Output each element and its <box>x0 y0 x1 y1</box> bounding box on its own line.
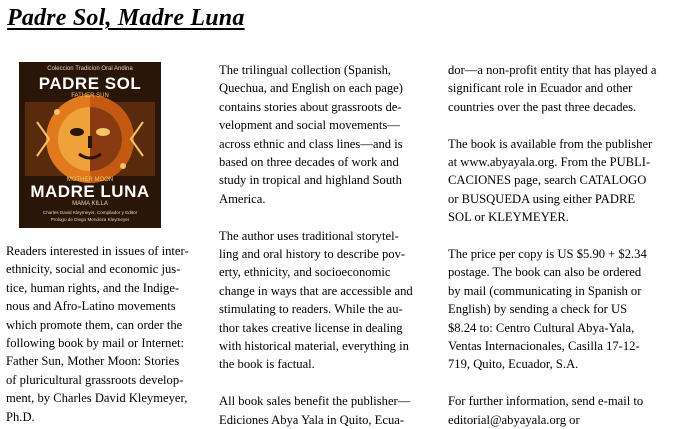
cover-credit-editor: Charles David Kleymeyer, Compilador y Editor <box>42 210 138 215</box>
text-line: English) by sending a check for US <box>448 302 628 317</box>
text-line: Quechua, and English on each page) <box>219 81 403 96</box>
text-line: Ediciones Abya Yala in Quito, Ecua- <box>219 412 405 427</box>
text-line: SOL or KLEYMEYER. <box>448 210 569 225</box>
text-line: $8.24 to: Centro Cultural Abya-Yala, <box>448 320 635 335</box>
text-line: across ethnic and class lines—and is <box>219 136 403 151</box>
availability-paragraph <box>448 135 684 227</box>
text-line: dor—a non-profit entity that has played a <box>448 63 657 77</box>
text-line: Father Sun, Mother Moon: Stories <box>6 354 180 369</box>
text-line: postage. The book can also be ordered <box>448 265 642 280</box>
text-line: countries over the past three decades. <box>448 99 637 114</box>
author-paragraph <box>219 227 439 374</box>
cover-title-top: PADRE SOL <box>38 74 142 93</box>
text-line: The price per copy is US $5.90 + $2.34 <box>448 247 647 262</box>
text-line: America. <box>219 191 266 206</box>
contact-paragraph <box>448 392 684 429</box>
text-line: ment, by Charles David Kleymeyer, <box>6 391 188 406</box>
text-line: CACIONES page, search CATALOGO <box>448 173 647 188</box>
text-line: by mail (communicating in Spanish or <box>448 283 642 298</box>
text-line: ethnicity, social and economic jus- <box>6 262 181 277</box>
page-title: Padre Sol, Madre Luna <box>7 5 245 31</box>
text-line: The book is available from the publisher <box>448 136 653 151</box>
cover-title-bottom: MADRE LUNA <box>30 182 150 201</box>
cover-series: Coleccion Tradicion Oral Andina <box>47 66 133 72</box>
book-cover-image <box>19 62 161 228</box>
text-line: thor takes creative license in dealing <box>219 320 403 335</box>
text-line: or BUSQUEDA using either PADRE <box>448 191 636 206</box>
text-line: study in tropical and highland South <box>219 173 402 188</box>
text-line: change in ways that are accessible and <box>219 283 413 298</box>
text-line: The author uses traditional storytel- <box>219 228 399 243</box>
column-2 <box>219 61 439 429</box>
cover-subtitle-top: FATHER SUN <box>71 93 109 99</box>
text-line: For further information, send e-mail to <box>448 394 644 409</box>
text-line: ling and oral history to describe pov- <box>219 247 406 262</box>
text-line: of pluricultural grassroots develop- <box>6 372 184 387</box>
text-line: tice, human rights, and the Indige- <box>6 280 180 295</box>
text-line: velopment and social movements— <box>219 118 400 133</box>
text-line: editorial@abyayala.org or <box>448 412 580 427</box>
text-line: contains stories about grassroots de- <box>219 99 402 114</box>
text-line: nous and Afro-Latino movements <box>6 299 176 314</box>
sales-paragraph <box>219 392 439 429</box>
cover-quechua-title: MAMA KILLA <box>72 201 108 207</box>
text-line: significant role in Ecuador and other <box>448 81 633 96</box>
text-line: based on three decades of work and <box>219 155 399 170</box>
text-line: the book is factual. <box>219 357 315 372</box>
text-line: with historical material, everything in <box>219 339 409 354</box>
text-line: 719, Quito, Ecuador, S.A. <box>448 357 579 372</box>
text-line: which promote them, can order the <box>6 317 183 332</box>
publisher-paragraph <box>448 61 684 116</box>
text-line: erty, ethnicity, and socioeconomic <box>219 265 391 280</box>
text-line: Ph.D. <box>6 409 35 424</box>
price-paragraph <box>448 245 684 374</box>
text-line: The trilingual collection (Spanish, <box>219 63 392 77</box>
column-1 <box>6 242 216 426</box>
text-line: stimulating to readers. While the au- <box>219 302 403 317</box>
text-line: Ventas Internacionales, Casilla 17-12- <box>448 339 640 354</box>
column-3 <box>448 61 684 429</box>
description-paragraph <box>219 61 439 208</box>
text-line: following book by mail or Internet: <box>6 336 185 351</box>
cover-credit-prologue: Prologo de Diego Mendoza Kleymeyer <box>50 217 130 222</box>
intro-paragraph <box>6 242 216 426</box>
cover-subtitle-bottom: MOTHER MOON <box>66 177 114 183</box>
text-line: at www.abyayala.org. From the PUBLI- <box>448 155 651 170</box>
text-line: All book sales benefit the publisher— <box>219 394 411 409</box>
text-line: Readers interested in issues of inter- <box>6 244 189 258</box>
